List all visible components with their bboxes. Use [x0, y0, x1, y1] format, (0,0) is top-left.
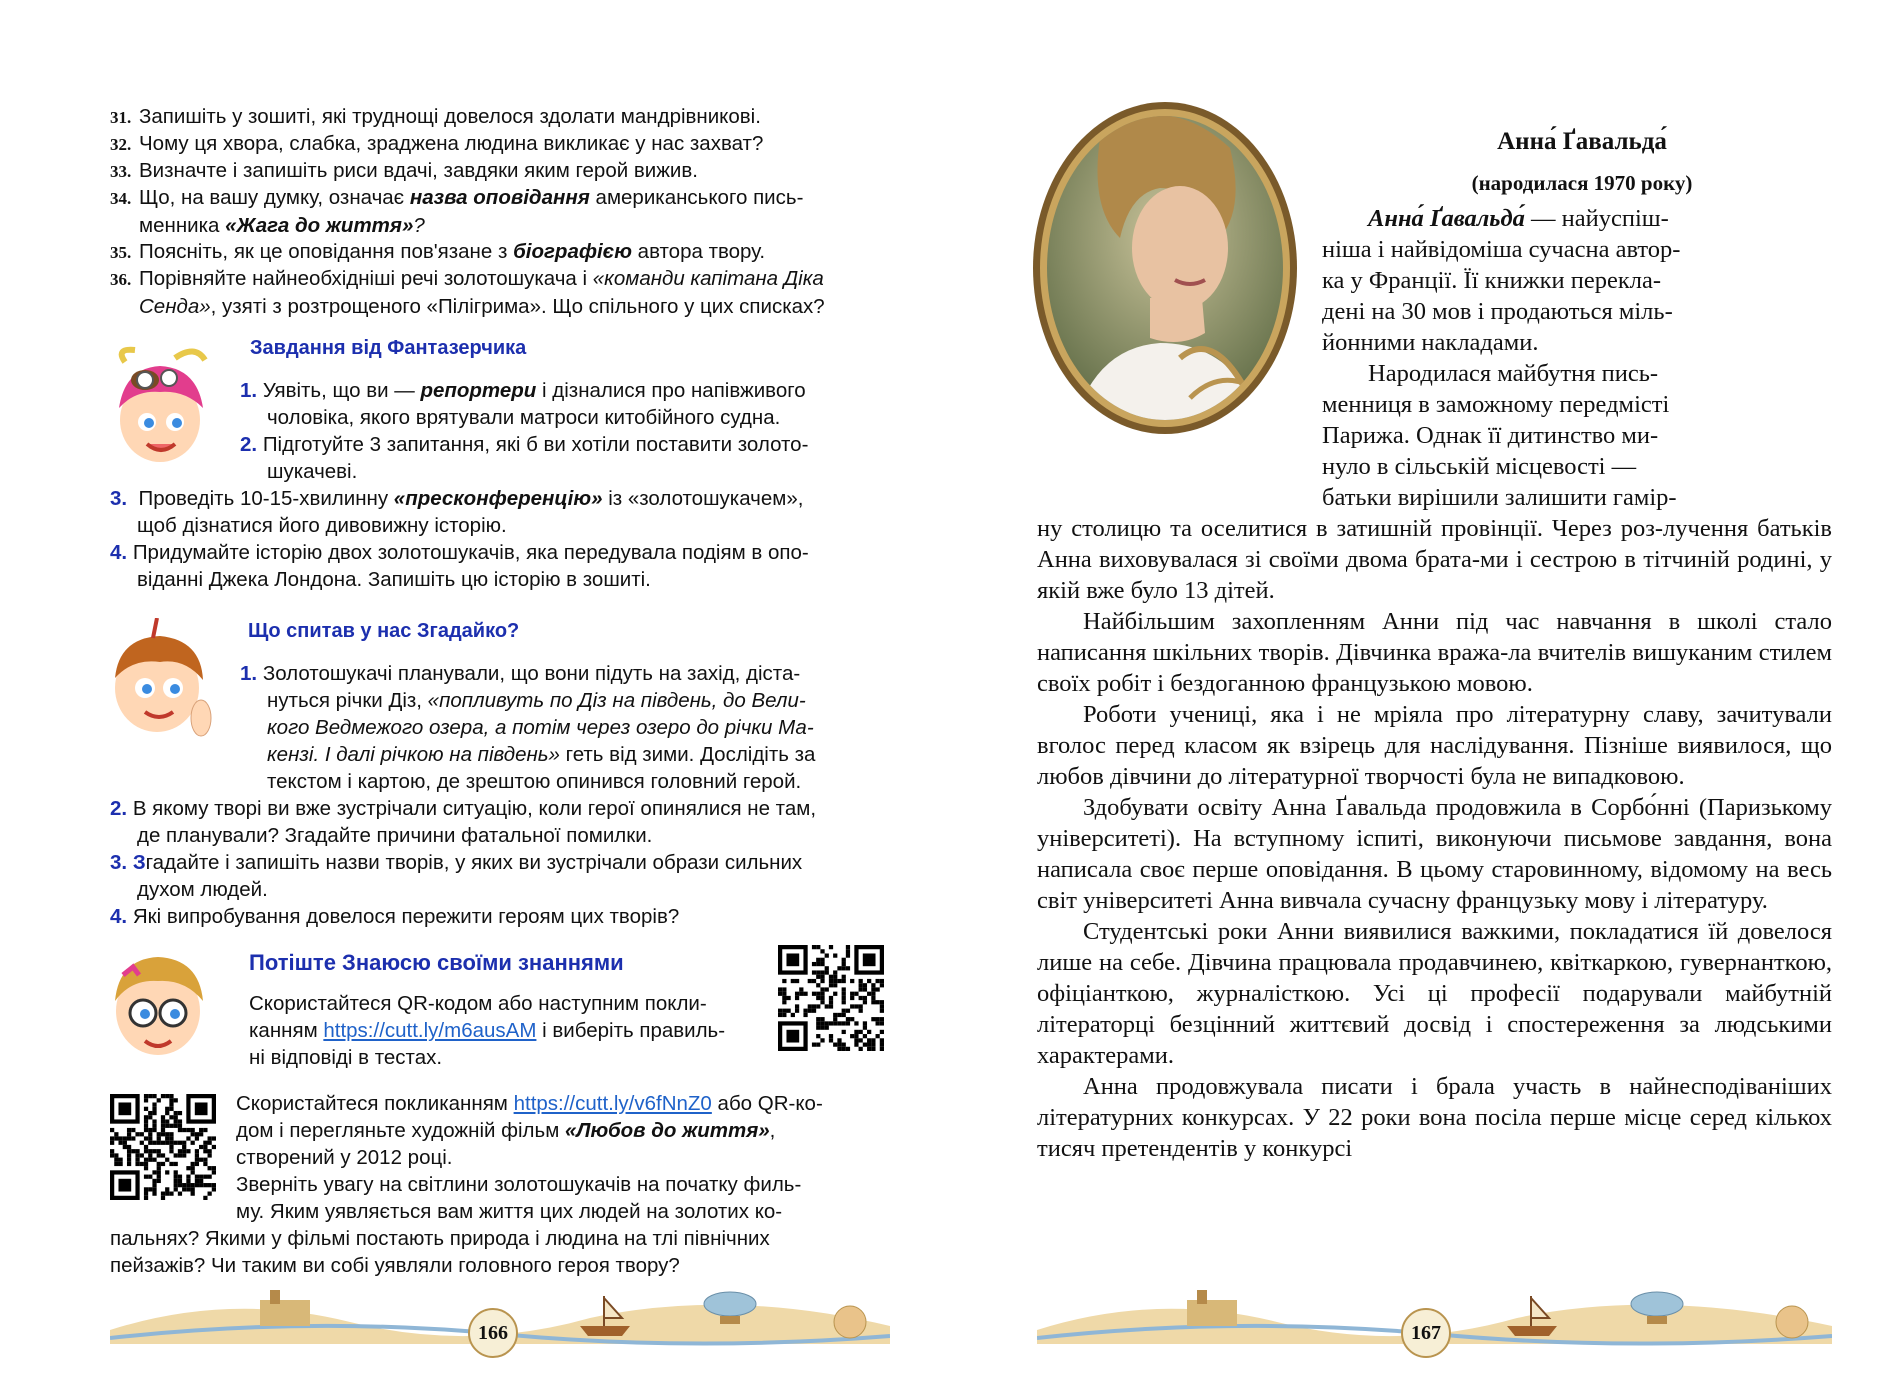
- fantazerchyk-task-2: 2. Підготуйте 3 запитання, які б ви хотіли поставити золото- шукачеві.: [240, 433, 809, 483]
- zgadayko-task-3: 3. Згадайте і запишіть назви творів, у яких ви зустрічали образи сильних духом людей.: [110, 851, 803, 901]
- question-34: 34. Що, на вашу думку, означає назва оповідання американського пись- менника «Жага до життя»?: [110, 186, 804, 237]
- question-33: 33. Визначте і запишіть риси вдачі, завдяки яким герой вижив.: [110, 159, 698, 182]
- znayu-text: Скористайтеся QR-кодом або наступним покли- канням https://cutt.ly/m6ausAM і виберіть правиль- ні відповіді в тестах.: [249, 992, 726, 1069]
- paragraph-6: Анна продовжувала писати і брала участь в найнесподіваніших літературних конкурсах. У 22 роки вона посіла перше місце серед кількох тисяч претендентів у конкурсі: [1037, 1073, 1832, 1162]
- zgadayko-title: Що спитав у нас Згадайко?: [248, 620, 520, 642]
- author-dates: (народилася 1970 року): [1471, 171, 1693, 195]
- znayusya-character-image: [103, 945, 213, 1070]
- fantazerchyk-task-3: 3. Проведіть 10-15-хвилинну «пресконференцію» із «золотошукачем», щоб дізнатися його дивовижну історію.: [110, 487, 804, 537]
- question-36: 36. Порівняйте найнеобхідніші речі золотошукача і «команди капітана Діка Сенда», узяті з розтрощеного «Пілігрима». Що спільного у цих списках?: [110, 267, 825, 318]
- paragraph-1: ну столицю та оселитися в затишній провінції. Через роз-лучення батьків Анна виховувалася зі своїми двома брата-ми і сестрою в тітчиній родині, у якій вже було 13 дітей.: [1037, 515, 1832, 604]
- paragraph-5: Студентські роки Анни виявилися важкими, покладатися їй довелося лише на себе. Дівчина працювала продавчинею, квіткаркою, гувернанткою, офіціанткою, журналісткою. Усі ці професії подарували майбутній літераторці безцінний життєвий досвід і спостереження за людськими характерами.: [1037, 918, 1832, 1069]
- film-text-top: Скористайтеся покликанням https://cutt.ly/v6fNnZ0 або QR-ко- дом і перегляньте художній фільм «Любов до життя», створений у 2012 році. Зверніть увагу на світлини золотошукачів на початку филь- му. Яким уявляється вам життя цих людей на золотих ко-: [236, 1092, 823, 1223]
- fantazerchyk-task-1: 1. Уявіть, що ви — репортери і дізналися про напівживого чоловіка, якого врятували матроси китобійного судна.: [240, 379, 806, 429]
- paragraph-4: Здобувати освіту Анна Ґавальда продовжила в Сорбо́нні (Паризькому університеті). На вступному іспиті, виконуючи письмове завдання, вона написала своє перше оповідання. В цьому старовинному, відомому на весь світ університеті Анна вивчала сучасну французьку мову і літературу.: [1037, 794, 1832, 914]
- question-32: 32. Чому ця хвора, слабка, зраджена людина викликає у нас захват?: [110, 132, 764, 155]
- author-portrait-image: [1030, 98, 1300, 438]
- question-31: 31. Запишіть у зошиті, які труднощі довелося здолати мандрівникові.: [110, 105, 761, 128]
- quiz-qr-code[interactable]: [778, 945, 884, 1051]
- film-qr-code[interactable]: [110, 1094, 216, 1200]
- fantazerchyk-title: Завдання від Фантазерчика: [250, 337, 527, 359]
- znayu-title: Потіште Знаюсю своїми знаннями: [249, 950, 624, 975]
- intro-narrow-block: Анна́ Ґавальда́ — найуспіш- ніша і найвідоміша сучасна автор- ка у Франції. Її книжки перекла- дені на 30 мов і продаються міль- йонними накладами. Народилася майбутня пись- менниця в заможному передмісті Парижа. Однак її дитинство ми- нуло в сільській місцевості — батьки вирішили залишити гамір-: [1322, 205, 1681, 511]
- zgadayko-task-1: 1. Золотошукачі планували, що вони підуть на захід, діста- нуться річки Діз, «попливуть по Діз на південь, до Вели- кого Ведмежого озера, а потім через озеро до річки Ма- кензі. І далі річкою на південь» геть від зими. Дослідіть за текстом і картою, де зрештою опинився головний герой.: [240, 662, 816, 793]
- paragraph-3: Роботи учениці, яка і не мріяла про літературну славу, зачитували вголос перед класом як взірець для наслідування. Пізніше виявилося, що любов дівчини до літературної творчості була не випадковою.: [1037, 701, 1832, 790]
- quiz-link[interactable]: https://cutt.ly/m6ausAM: [323, 1019, 537, 1042]
- page-number-left: 166: [468, 1308, 518, 1358]
- right-page: [952, 0, 1904, 1400]
- question-35: 35. Поясніть, як це оповідання пов'язане з біографією автора твору.: [110, 240, 766, 263]
- author-title: Анна́ Ґавальда́: [1497, 128, 1667, 155]
- zgadayko-task-4: 4. Які випробування довелося пережити героям цих творів?: [110, 905, 680, 928]
- fantazerchyk-task-4: 4. Придумайте історію двох золотошукачів, яка передувала подіям в опо- віданні Джека Лондона. Запишіть цю історію в зошиті.: [110, 541, 809, 591]
- film-text-bottom: пальнях? Якими у фільмі постають природа і людина на тлі північних пейзажів? Чи таким ви собі уявляли головного героя твору?: [110, 1227, 770, 1277]
- film-link[interactable]: https://cutt.ly/v6fNnZ0: [513, 1092, 712, 1115]
- zgadayko-character-image: [105, 618, 215, 748]
- fantazerchyk-character-image: [105, 338, 215, 478]
- biography-body: [1037, 513, 1832, 1164]
- zgadayko-task-2: 2. В якому творі ви вже зустрічали ситуацію, коли герої опинялися не там, де планували? Згадайте причини фатальної помилки.: [110, 797, 817, 847]
- page-number-right: 167: [1401, 1308, 1451, 1358]
- paragraph-2: Найбільшим захопленням Анни під час навчання в школі стало написання шкільних творів. Дівчинка вража-ла вчителів вишуканим стилем своїх робіт і бездоганною французькою мовою.: [1037, 608, 1832, 697]
